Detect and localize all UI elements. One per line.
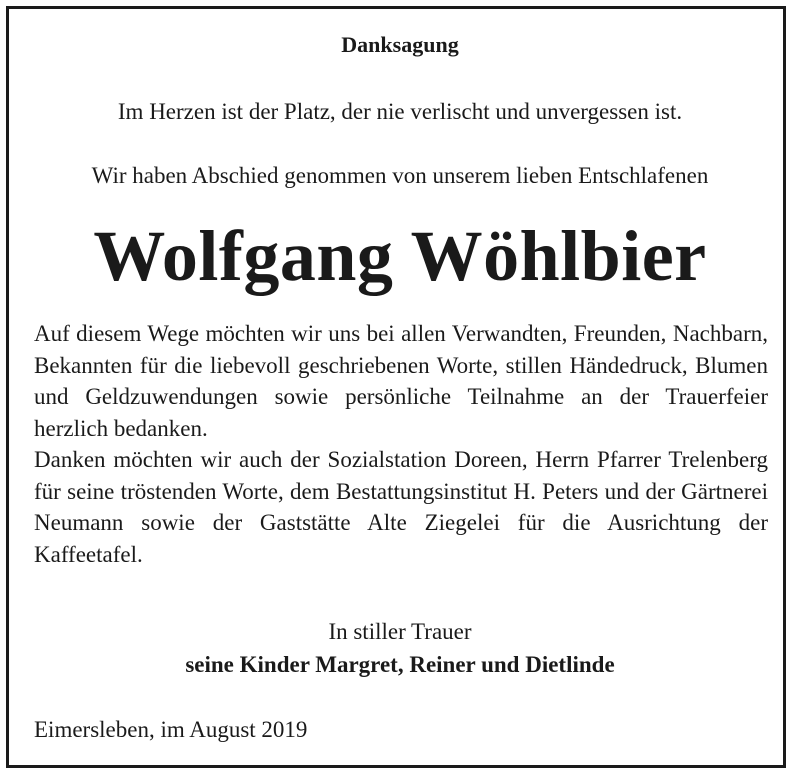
- thanks-paragraph-1: Auf diesem Wege möchten wir uns bei allen Verwandten, Freunden, Nachbarn, Bekannten für die liebevoll geschriebenen Worte, stillen Händedruck, Blumen und Geldzuwendungen sowie persönliche Teilnahme an der Trauerfeier herzlich bedanken.: [34, 321, 768, 441]
- thanks-paragraph-2: Danken möchten wir auch der Sozialstation Doreen, Herrn Pfarrer Trelenberg für seine tröstenden Worte, dem Bestattungsinstitut H. Peters und der Gärtnerei Neumann sowie der Gaststätte Alte Ziegelei für die Ausrichtung der Kaffeetafel.: [34, 447, 768, 567]
- notice-heading: Danksagung: [341, 32, 459, 57]
- signers-line: seine Kinder Margret, Reiner und Dietlinde: [185, 652, 615, 677]
- grief-line: In stiller Trauer: [328, 619, 472, 644]
- place-date: Eimersleben, im August 2019: [34, 717, 308, 742]
- thanks-text: [34, 318, 768, 570]
- verse-line: Im Herzen ist der Platz, der nie verlischt und unvergessen ist.: [117, 99, 683, 124]
- intro-line: Wir haben Abschied genommen von unserem lieben Entschlafenen: [91, 163, 709, 188]
- deceased-name: Wolfgang Wöhlbier: [93, 216, 707, 296]
